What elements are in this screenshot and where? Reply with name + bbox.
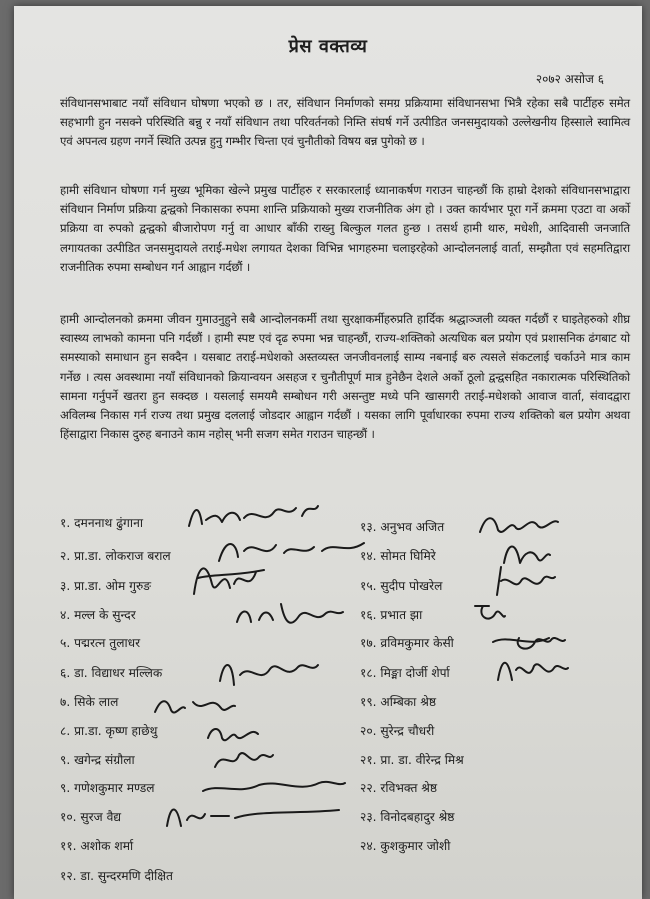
signatory-1: १. दमननाथ ढुंगाना xyxy=(60,516,143,530)
signature-scribble-9 xyxy=(209,741,279,776)
signatory-19: १९. अम्बिका श्रेष्ठ xyxy=(360,695,437,709)
signatory-11: ११. अशोक शर्मा xyxy=(60,839,134,853)
signatory-23: २३. विनोदबहादुर श्रेष्ठ xyxy=(360,810,455,824)
document-date: २०७२ असोज ६ xyxy=(535,72,604,86)
signature-scribble-18 xyxy=(492,650,572,695)
paragraph-3: हामी आन्दोलनको क्रममा जीवन गुमाउनुहुने सबै आन्दोलनकर्मी तथा सुरक्षाकर्मीहरुप्रति हार्दिक श्रद्धाञ्जली व्यक्त गर्दछौं र घाइतेहरुको शीघ्र स्वास्थ्य लाभको कामना पनि गर्दछौं । हामी स्पष्ट एवं दृढ रुपमा भन्न चाहन्छौं, राज्य-शक्तिको अत्यधिक बल प्रयोग एवं प्रशासनिक ढंगबाट यो समस्याको समाधान हुन सक्दैन । यसबाट तराई-मधेशको अस्तव्यस्त जनजीवनलाई साम्य नबनाई बरु त्यसले संकटलाई चर्काउने मात्र काम गर्नेछ । त्यस अवस्थामा नयाँ संविधानको क्रियान्वयन असहज र चुनौतीपूर्ण मात्र हुनेछैन देशले अर्को ठूलो द्वन्द्वसहित नकारात्मक परिस्थितिको सामना गर्नुपर्ने खतरा हुन सक्दछ । यसलाई समयमै सम्बोधन गरी असन्तुष्ट मध्ये पनि खासगरी तराई-मधेशको आवाज वार्ता, संवादद्वारा अविलम्ब निकास गर्न राज्य तथा प्रमुख दललाई जोडदार आह्वान गर्दछौं । यसका लागि पूर्वाधारका रुपमा राज्य शक्तिको बल प्रयोग अथवा हिंसाद्वारा निकास दुरुह बनाउने काम नहोस् भनी सजग समेत गराउन चाहन्छौं । xyxy=(60,312,630,442)
signatory-9b: ९. गणेशकुमार मण्डल xyxy=(60,781,155,795)
signatory-14: १४. सोमत घिमिरे xyxy=(360,549,436,563)
signature-scribble-13 xyxy=(474,504,564,544)
signatory-8: ८. प्रा.डा. कृष्ण हाछेथु xyxy=(60,724,158,738)
signature-scribble-7 xyxy=(149,684,239,724)
signatory-17: १७. व्रविमकुमार केसी xyxy=(360,636,454,650)
signatory-7: ७. सिके लाल xyxy=(60,695,119,709)
paragraph-1: संविधानसभाबाट नयाँ संविधान घोषणा भएको छ । तर, संविधान निर्माणको समग्र प्रक्रियामा संविधानसभा भित्रै रहेका सबै पार्टीहरु समेत सहभागी हुन नसक्ने परिस्थिति बन्नु र नयाँ संविधान तथा परिवर्तनको निम्ति संघर्ष गर्ने उत्पीडित जनसमुदायको उल्लेखनीय हिस्साले स्वामित्व एवं अपनत्व ग्रहण नगर्ने स्थिति उत्पन्न हुनु गम्भीर चिन्ता एवं चुनौतीको विषय बन्न पुगेको छ । xyxy=(60,96,630,149)
signature-scribble-8 xyxy=(202,714,272,749)
signatory-22: २२. रविभक्त श्रेष्ठ xyxy=(360,781,438,795)
signatory-6: ६. डा. विद्याधर मल्लिक xyxy=(60,666,163,680)
signature-scribble-2 xyxy=(214,531,374,571)
document-title: प्रेस वक्तव्य xyxy=(288,36,368,57)
signature-scribble-16 xyxy=(469,596,509,631)
signatory-12: १२. डा. सुन्दरमणि दीक्षित xyxy=(60,869,173,883)
signatory-21: २१. प्रा. डा. वीरेन्द्र मिश्र xyxy=(360,753,464,767)
signatory-16: १६. प्रभात झा xyxy=(360,608,423,622)
signatory-13: १३. अनुभव अजित xyxy=(360,520,445,534)
signatory-9: ९. खगेन्द्र संग्रौला xyxy=(60,753,135,767)
paragraph-2: हामी संविधान घोषणा गर्न मुख्य भूमिका खेल्ने प्रमुख पार्टीहरु र सरकारलाई ध्यानाकर्षण गराउन चाहन्छौं कि हाम्रो देशको संविधानसभाद्वारा संविधान निर्माण प्रक्रिया द्वन्द्वको निकासका रुपमा शान्ति प्रक्रियाको मुख्य राजनीतिक अंग हो । उक्त कार्यभार पूरा गर्ने क्रममा एउटा वा अर्को प्रक्रिया वा रुपको द्वन्द्वको बीजारोपण गर्नु वा आधार बाँकी राख्नु बिल्कुल गलत हुन्छ । तसर्थ हामी थारु, मधेशी, आदिवासी जनजाति लगायतका उत्पीडित जनसमुदायले तराई-मधेश लगायत देशका विभिन्न भागहरुमा चलाइरहेको आन्दोलनलाई वार्ता, सम्झौता एवं सहमतिद्वारा राजनीतिक रुपमा सम्बोधन गर्न आह्वान गर्दछौं । xyxy=(60,183,630,274)
signature-scribble-6 xyxy=(214,651,324,696)
signature-scribble-1 xyxy=(184,496,324,536)
signatory-18: १८. मिङ्मा दोर्जी शेर्पा xyxy=(360,666,450,680)
signature-scribble-17 xyxy=(489,624,569,659)
press-statement-page xyxy=(14,6,642,899)
signatory-20: २०. सुरेन्द्र चौधरी xyxy=(360,724,435,738)
signature-scribble-10 xyxy=(159,796,349,836)
signature-scribble-14 xyxy=(494,533,554,571)
signatory-3: ३. प्रा.डा. ओम गुरुङ xyxy=(60,579,152,593)
signature-scribble-9b xyxy=(199,773,349,801)
signature-scribble-4 xyxy=(229,594,349,634)
signatory-5: ५. पद्मरत्न तुलाधर xyxy=(60,636,141,650)
signatory-10: १०. सुरज वैद्य xyxy=(60,810,122,824)
signatory-15: १५. सुदीप पोखरेल xyxy=(360,579,443,593)
signatory-24: २४. कुशकुमार जोशी xyxy=(360,839,451,853)
signature-scribble-3 xyxy=(184,554,274,604)
signature-scribble-15 xyxy=(489,561,559,601)
signatory-2: २. प्रा.डा. लोकराज बराल xyxy=(60,549,171,563)
signatory-4: ४. मल्ल के सुन्दर xyxy=(60,608,136,622)
